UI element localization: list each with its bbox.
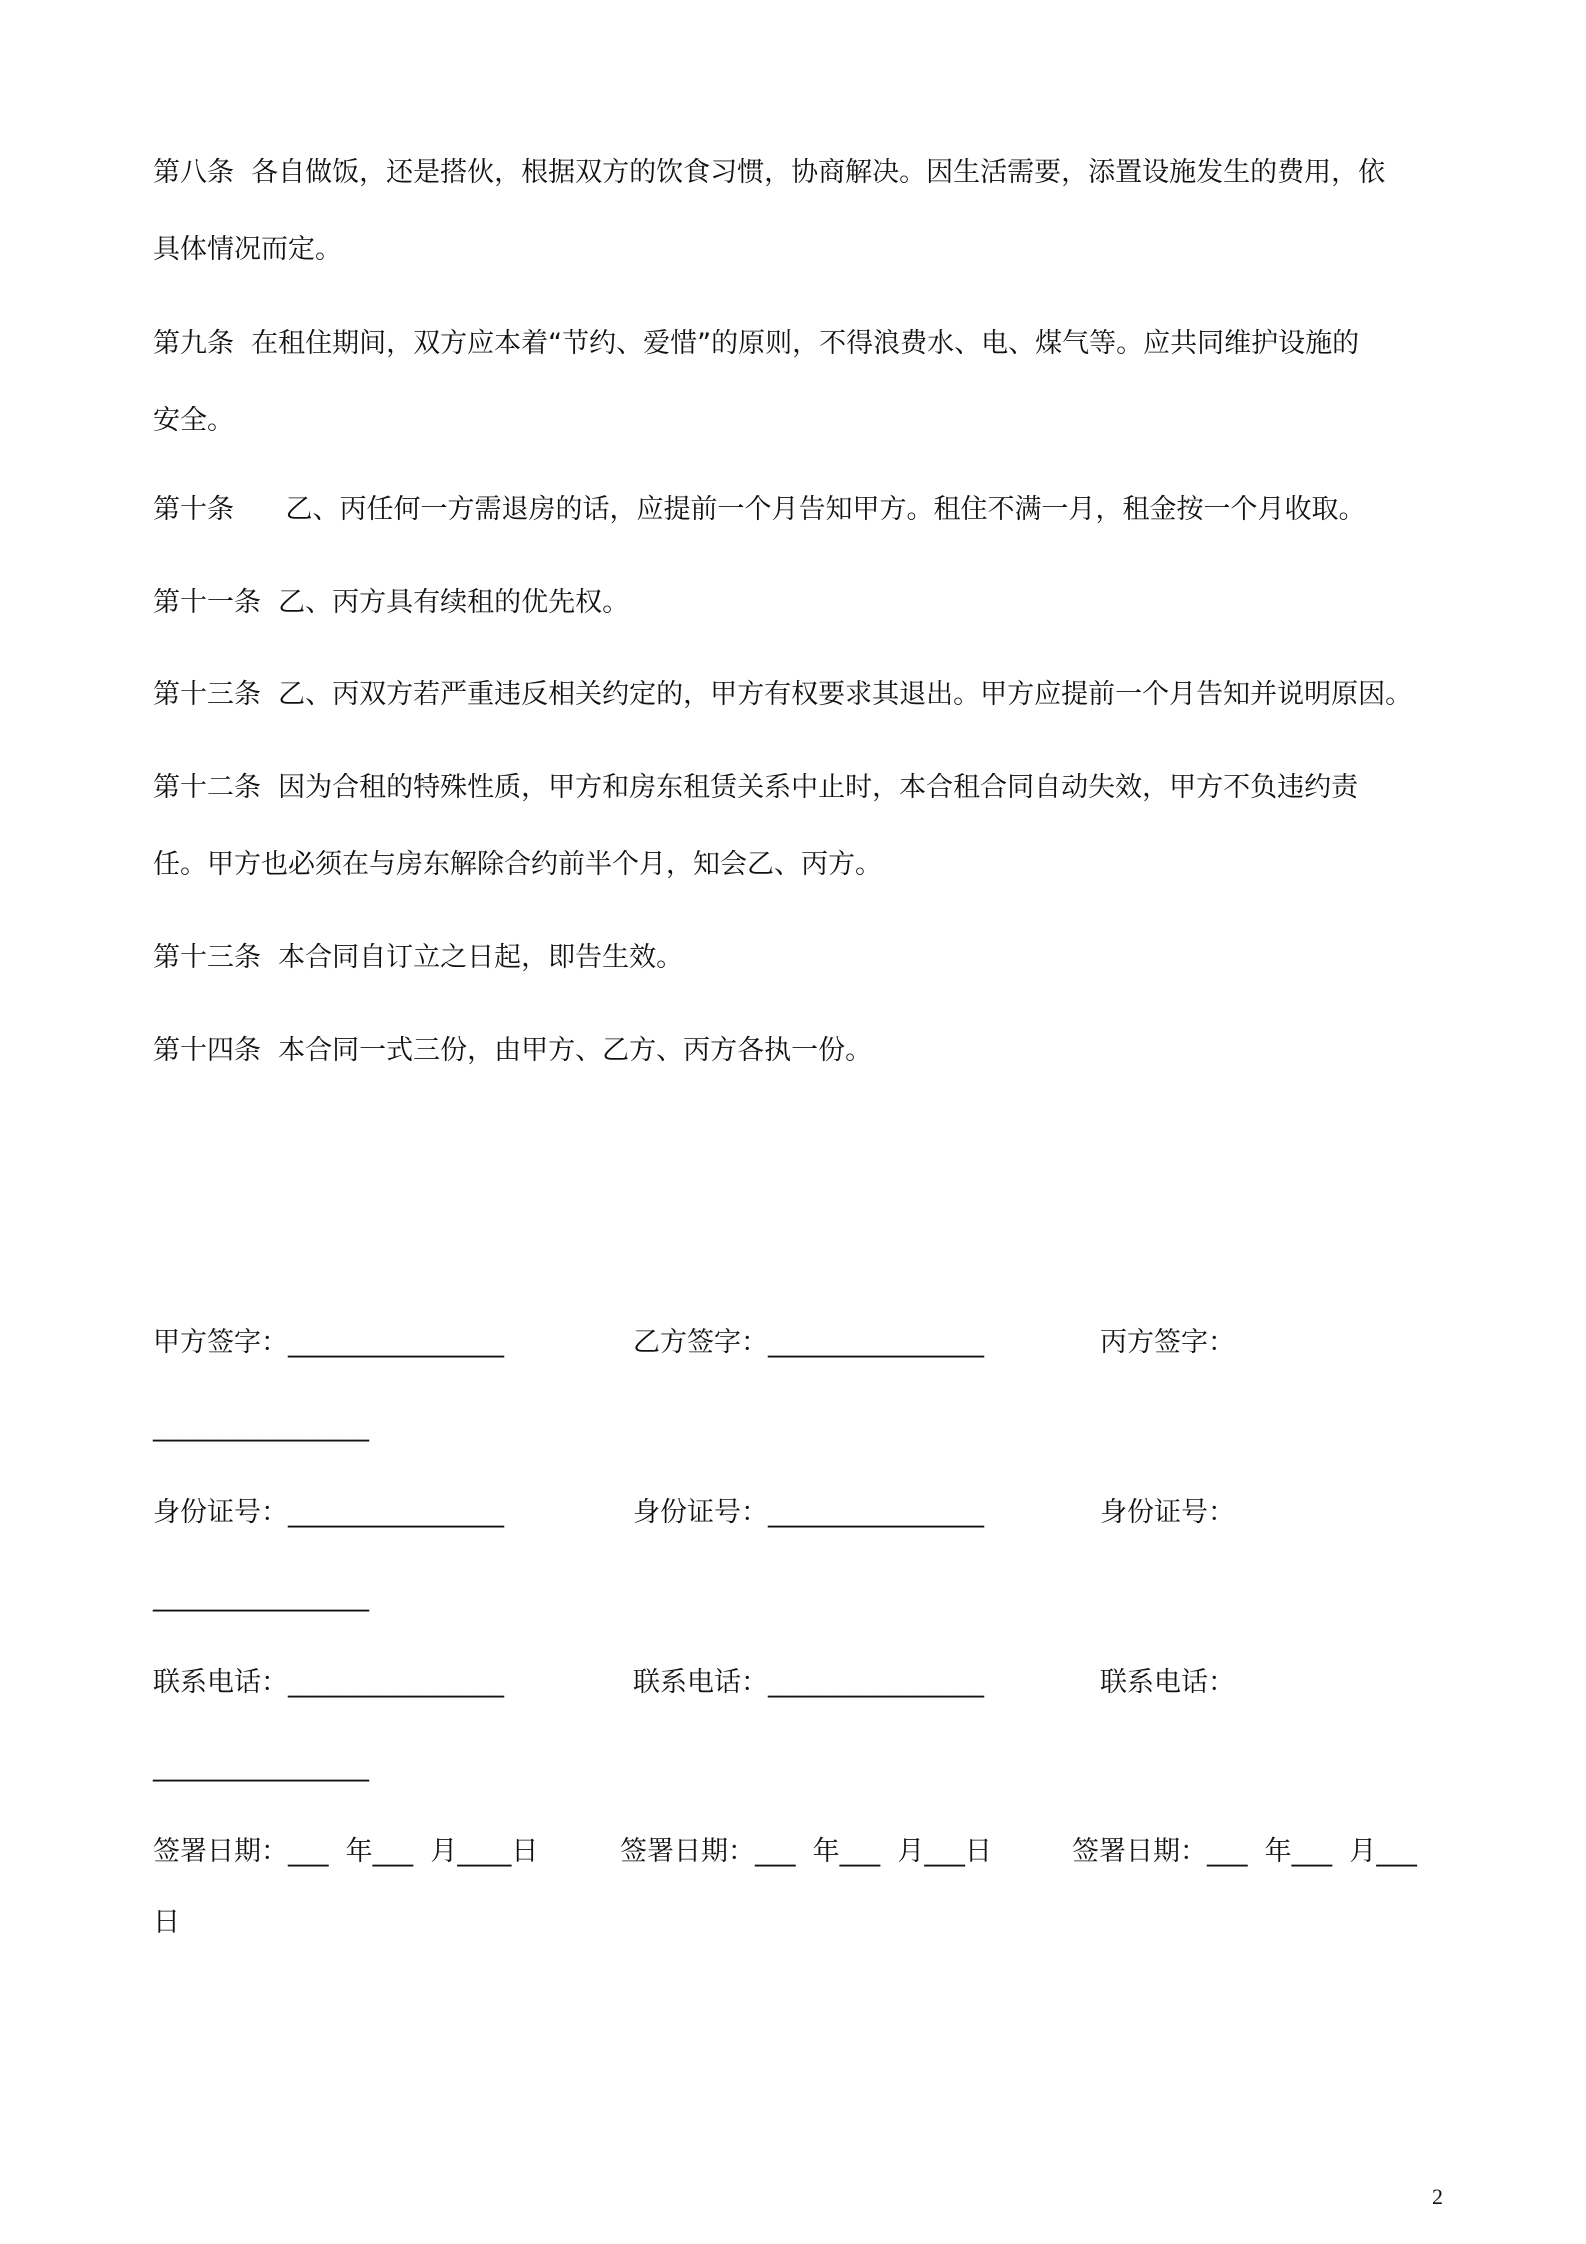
sign-field-b[interactable]: 乙方签字：________________ (633, 1327, 984, 1358)
phone-field-b[interactable]: 联系电话：________________ (633, 1667, 984, 1698)
article-9-line-1 (153, 324, 1359, 364)
id-field-b[interactable]: 身份证号：________________ (633, 1497, 984, 1528)
article-text: 本合同自订立之日起，即告生效。 (278, 942, 684, 973)
article-label: 第十四条 (153, 1035, 261, 1066)
article-label: 第十三条 (153, 942, 261, 973)
article-8-line-2: 具体情况而定。 (153, 234, 342, 265)
phone-field-c-blank[interactable]: ________________ (153, 1751, 369, 1782)
article-text: 各自做饭，还是搭伙，根据双方的饮食习惯，协商解决。因生活需要，添置设施发生的费用，依 (251, 157, 1386, 188)
article-11 (153, 583, 629, 623)
sign-field-a[interactable]: 甲方签字：________________ (153, 1327, 504, 1358)
article-13a (153, 675, 1412, 715)
id-field-c-blank[interactable]: ________________ (153, 1581, 369, 1612)
date-field-c-tail: 日 (153, 1907, 180, 1938)
date-field-c[interactable]: 签署日期：___ 年___ 月___ (1072, 1836, 1417, 1867)
id-field-c[interactable]: 身份证号： (1100, 1497, 1235, 1528)
article-text: 在租住期间，双方应本着“节约、爱惜”的原则，不得浪费水、电、煤气等。应共同维护设施的 (251, 328, 1360, 359)
article-label: 第十一条 (153, 587, 261, 618)
article-14 (153, 1031, 872, 1071)
article-text: 乙、丙任何一方需退房的话，应提前一个月告知甲方。租住不满一月，租金按一个月收取。 (285, 494, 1366, 525)
phone-field-c[interactable]: 联系电话： (1100, 1667, 1235, 1698)
article-label: 第九条 (153, 328, 234, 359)
date-field-b[interactable]: 签署日期：___ 年___ 月___日 (620, 1836, 992, 1867)
phone-field-a[interactable]: 联系电话：________________ (153, 1667, 504, 1698)
article-label: 第十二条 (153, 772, 261, 803)
sign-field-c[interactable]: 丙方签字： (1100, 1327, 1235, 1358)
sign-field-c-blank[interactable]: ________________ (153, 1411, 369, 1442)
article-9-line-2: 安全。 (153, 405, 234, 436)
id-field-a[interactable]: 身份证号：________________ (153, 1497, 504, 1528)
article-label: 第十条 (153, 494, 234, 525)
article-12-line-2: 任。甲方也必须在与房东解除合约前半个月，知会乙、丙方。 (153, 849, 882, 880)
article-10 (153, 490, 1366, 530)
article-text: 因为合租的特殊性质，甲方和房东租赁关系中止时，本合租合同自动失效，甲方不负违约责 (278, 772, 1359, 803)
article-label: 第八条 (153, 157, 234, 188)
article-text: 本合同一式三份，由甲方、乙方、丙方各执一份。 (278, 1035, 873, 1066)
article-text: 乙、丙方具有续租的优先权。 (278, 587, 630, 618)
article-8-line-1 (153, 153, 1385, 193)
article-13b (153, 938, 683, 978)
page-number: 2 (1432, 2184, 1443, 2209)
article-12-line-1 (153, 768, 1358, 808)
article-text: 乙、丙双方若严重违反相关约定的，甲方有权要求其退出。甲方应提前一个月告知并说明原因。 (278, 679, 1413, 710)
article-label: 第十三条 (153, 679, 261, 710)
date-field-a[interactable]: 签署日期：___ 年___ 月____日 (153, 1836, 539, 1867)
